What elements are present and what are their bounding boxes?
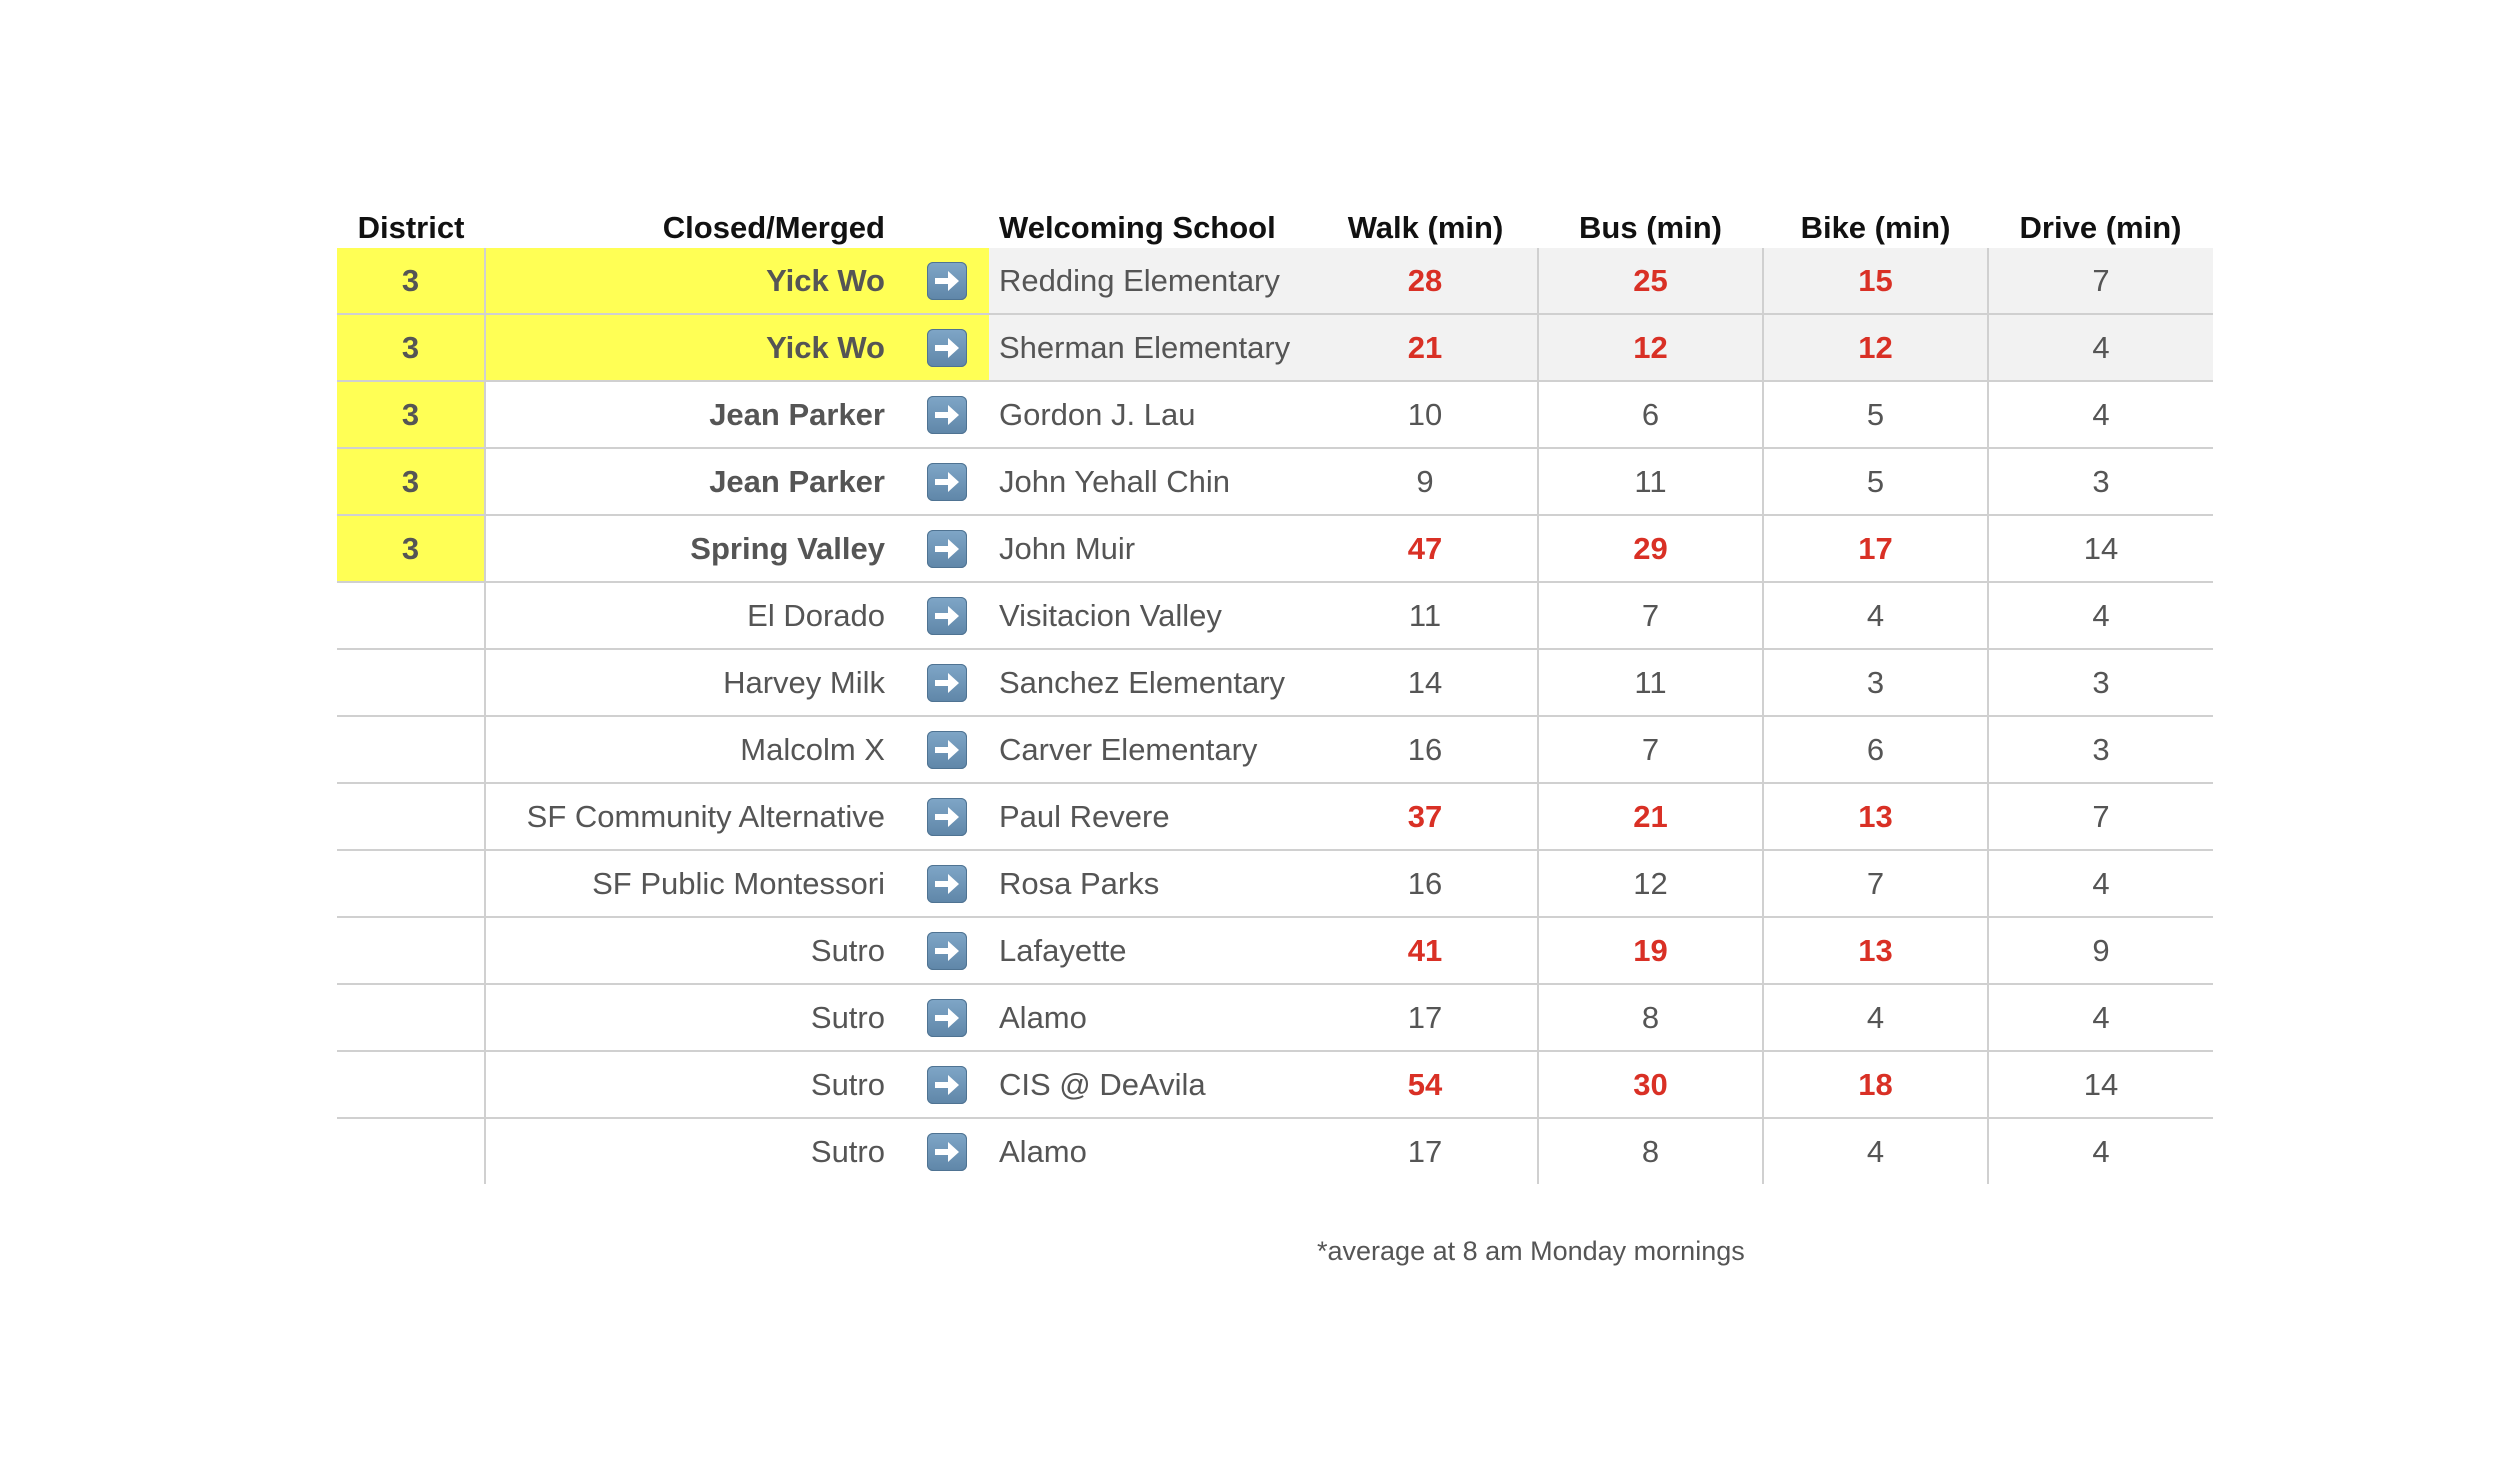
cell-district: 3 [337, 314, 485, 381]
commute-table [337, 198, 2213, 1184]
cell-bus: 30 [1538, 1051, 1763, 1118]
cell-bus: 25 [1538, 248, 1763, 314]
cell-bike: 7 [1763, 850, 1988, 917]
cell-district [337, 783, 485, 850]
header-drive: Drive (min) [2019, 210, 2182, 245]
table-row [337, 248, 2213, 314]
table-row [337, 448, 2213, 515]
cell-bus: 21 [1538, 783, 1763, 850]
cell-drive: 3 [1988, 649, 2213, 716]
cell-bike: 12 [1763, 314, 1988, 381]
cell-bus: 12 [1538, 850, 1763, 917]
cell-bike: 5 [1763, 448, 1988, 515]
cell-closed-school: Malcolm X [485, 716, 905, 783]
cell-welcoming-school: Sanchez Elementary [989, 649, 1313, 716]
cell-bus: 7 [1538, 716, 1763, 783]
cell-welcoming-school: Lafayette [989, 917, 1313, 984]
footnote: *average at 8 am Monday mornings [1317, 1236, 1745, 1266]
cell-bus: 8 [1538, 984, 1763, 1051]
cell-arrow [905, 716, 989, 783]
cell-bus: 11 [1538, 649, 1763, 716]
cell-bus: 11 [1538, 448, 1763, 515]
cell-bus: 6 [1538, 381, 1763, 448]
cell-bike: 13 [1763, 783, 1988, 850]
header-welcoming-school: Welcoming School [999, 210, 1276, 245]
cell-closed-school: Sutro [485, 1051, 905, 1118]
cell-district: 3 [337, 448, 485, 515]
commute-table-container [337, 198, 2213, 1184]
cell-walk: 16 [1313, 850, 1538, 917]
right-arrow-icon [927, 932, 967, 970]
cell-walk: 21 [1313, 314, 1538, 381]
cell-arrow [905, 248, 989, 314]
cell-bus: 7 [1538, 582, 1763, 649]
cell-bike: 18 [1763, 1051, 1988, 1118]
cell-arrow [905, 515, 989, 582]
cell-bike: 17 [1763, 515, 1988, 582]
cell-closed-school: Yick Wo [485, 314, 905, 381]
cell-arrow [905, 1051, 989, 1118]
cell-drive: 14 [1988, 1051, 2213, 1118]
cell-drive: 7 [1988, 783, 2213, 850]
cell-arrow [905, 1118, 989, 1184]
cell-welcoming-school: John Muir [989, 515, 1313, 582]
cell-bike: 4 [1763, 984, 1988, 1051]
table-header-row [337, 198, 2213, 248]
table-row [337, 917, 2213, 984]
cell-walk: 17 [1313, 1118, 1538, 1184]
header-walk: Walk (min) [1347, 210, 1504, 245]
table-row [337, 716, 2213, 783]
right-arrow-icon [927, 999, 967, 1037]
cell-arrow [905, 381, 989, 448]
header-district: District [357, 210, 465, 245]
cell-drive: 7 [1988, 248, 2213, 314]
cell-closed-school: Yick Wo [485, 248, 905, 314]
right-arrow-icon [927, 731, 967, 769]
cell-walk: 47 [1313, 515, 1538, 582]
cell-drive: 4 [2092, 1133, 2110, 1169]
cell-closed-school: SF Public Montessori [485, 850, 905, 917]
table-row [337, 582, 2213, 649]
cell-welcoming-school: Alamo [999, 1133, 1087, 1169]
cell-drive: 4 [1988, 314, 2213, 381]
cell-welcoming-school: Alamo [989, 984, 1313, 1051]
table-body [337, 248, 2213, 1184]
table-row [337, 314, 2213, 381]
header-bike: Bike (min) [1800, 210, 1951, 245]
table-row [337, 649, 2213, 716]
cell-closed-school: Spring Valley [485, 515, 905, 582]
cell-walk: 14 [1313, 649, 1538, 716]
cell-drive: 4 [1988, 850, 2213, 917]
table-row [337, 1051, 2213, 1118]
cell-bike: 3 [1763, 649, 1988, 716]
cell-walk: 37 [1313, 783, 1538, 850]
cell-walk: 17 [1313, 984, 1538, 1051]
cell-walk: 54 [1313, 1051, 1538, 1118]
cell-bike: 15 [1763, 248, 1988, 314]
cell-drive: 14 [1988, 515, 2213, 582]
cell-welcoming-school: CIS @ DeAvila [989, 1051, 1313, 1118]
cell-walk: 28 [1313, 248, 1538, 314]
cell-welcoming-school: Redding Elementary [989, 248, 1313, 314]
table-row [337, 381, 2213, 448]
cell-welcoming-school: Visitacion Valley [989, 582, 1313, 649]
cell-arrow [905, 448, 989, 515]
cell-closed-school: Sutro [485, 984, 905, 1051]
cell-arrow [905, 850, 989, 917]
right-arrow-icon [927, 329, 967, 367]
cell-district [337, 1051, 485, 1118]
table-row [337, 1118, 2213, 1184]
cell-bike: 4 [1763, 1118, 1988, 1184]
right-arrow-icon [927, 530, 967, 568]
cell-bus: 12 [1538, 314, 1763, 381]
cell-drive: 4 [1988, 582, 2213, 649]
cell-walk: 10 [1313, 381, 1538, 448]
cell-bike: 6 [1763, 716, 1988, 783]
cell-arrow [905, 314, 989, 381]
right-arrow-icon [927, 1133, 967, 1171]
header-bus: Bus (min) [1579, 210, 1722, 245]
cell-bike: 5 [1763, 381, 1988, 448]
cell-arrow [905, 783, 989, 850]
cell-welcoming-school: Rosa Parks [989, 850, 1313, 917]
right-arrow-icon [927, 597, 967, 635]
cell-bus: 8 [1538, 1118, 1763, 1184]
table-row [337, 783, 2213, 850]
cell-drive: 9 [1988, 917, 2213, 984]
cell-arrow [905, 649, 989, 716]
cell-district [337, 716, 485, 783]
right-arrow-icon [927, 865, 967, 903]
cell-walk: 9 [1313, 448, 1538, 515]
table-row [337, 984, 2213, 1051]
right-arrow-icon [927, 664, 967, 702]
cell-district [337, 917, 485, 984]
right-arrow-icon [927, 463, 967, 501]
cell-drive: 4 [1988, 984, 2213, 1051]
cell-district [337, 984, 485, 1051]
cell-district: 3 [337, 381, 485, 448]
cell-arrow [905, 984, 989, 1051]
cell-welcoming-school: John Yehall Chin [989, 448, 1313, 515]
cell-district [337, 582, 485, 649]
cell-district: 3 [337, 248, 485, 314]
cell-closed-school: Jean Parker [485, 448, 905, 515]
cell-closed-school: Harvey Milk [485, 649, 905, 716]
table-row [337, 850, 2213, 917]
right-arrow-icon [927, 798, 967, 836]
cell-closed-school: SF Community Alternative [485, 783, 905, 850]
cell-drive: 3 [1988, 716, 2213, 783]
cell-walk: 11 [1313, 582, 1538, 649]
cell-district: 3 [337, 515, 485, 582]
table-row [337, 515, 2213, 582]
cell-welcoming-school: Gordon J. Lau [989, 381, 1313, 448]
cell-bus: 29 [1538, 515, 1763, 582]
cell-closed-school: Jean Parker [485, 381, 905, 448]
cell-district [337, 649, 485, 716]
cell-arrow [905, 582, 989, 649]
cell-welcoming-school: Sherman Elementary [989, 314, 1313, 381]
cell-walk: 41 [1313, 917, 1538, 984]
cell-walk: 16 [1313, 716, 1538, 783]
cell-welcoming-school: Carver Elementary [989, 716, 1313, 783]
header-arrow-spacer [905, 198, 989, 248]
cell-district [337, 1118, 485, 1184]
right-arrow-icon [927, 396, 967, 434]
cell-bike: 13 [1763, 917, 1988, 984]
cell-drive: 3 [1988, 448, 2213, 515]
right-arrow-icon [927, 262, 967, 300]
right-arrow-icon [927, 1066, 967, 1104]
cell-drive: 4 [1988, 381, 2213, 448]
cell-welcoming-school: Paul Revere [989, 783, 1313, 850]
cell-bus: 19 [1538, 917, 1763, 984]
header-closed-merged: Closed/Merged [662, 210, 885, 245]
cell-district [337, 850, 485, 917]
cell-bike: 4 [1763, 582, 1988, 649]
cell-closed-school: Sutro [810, 1133, 885, 1169]
cell-arrow [905, 917, 989, 984]
cell-closed-school: Sutro [485, 917, 905, 984]
cell-closed-school: El Dorado [485, 582, 905, 649]
